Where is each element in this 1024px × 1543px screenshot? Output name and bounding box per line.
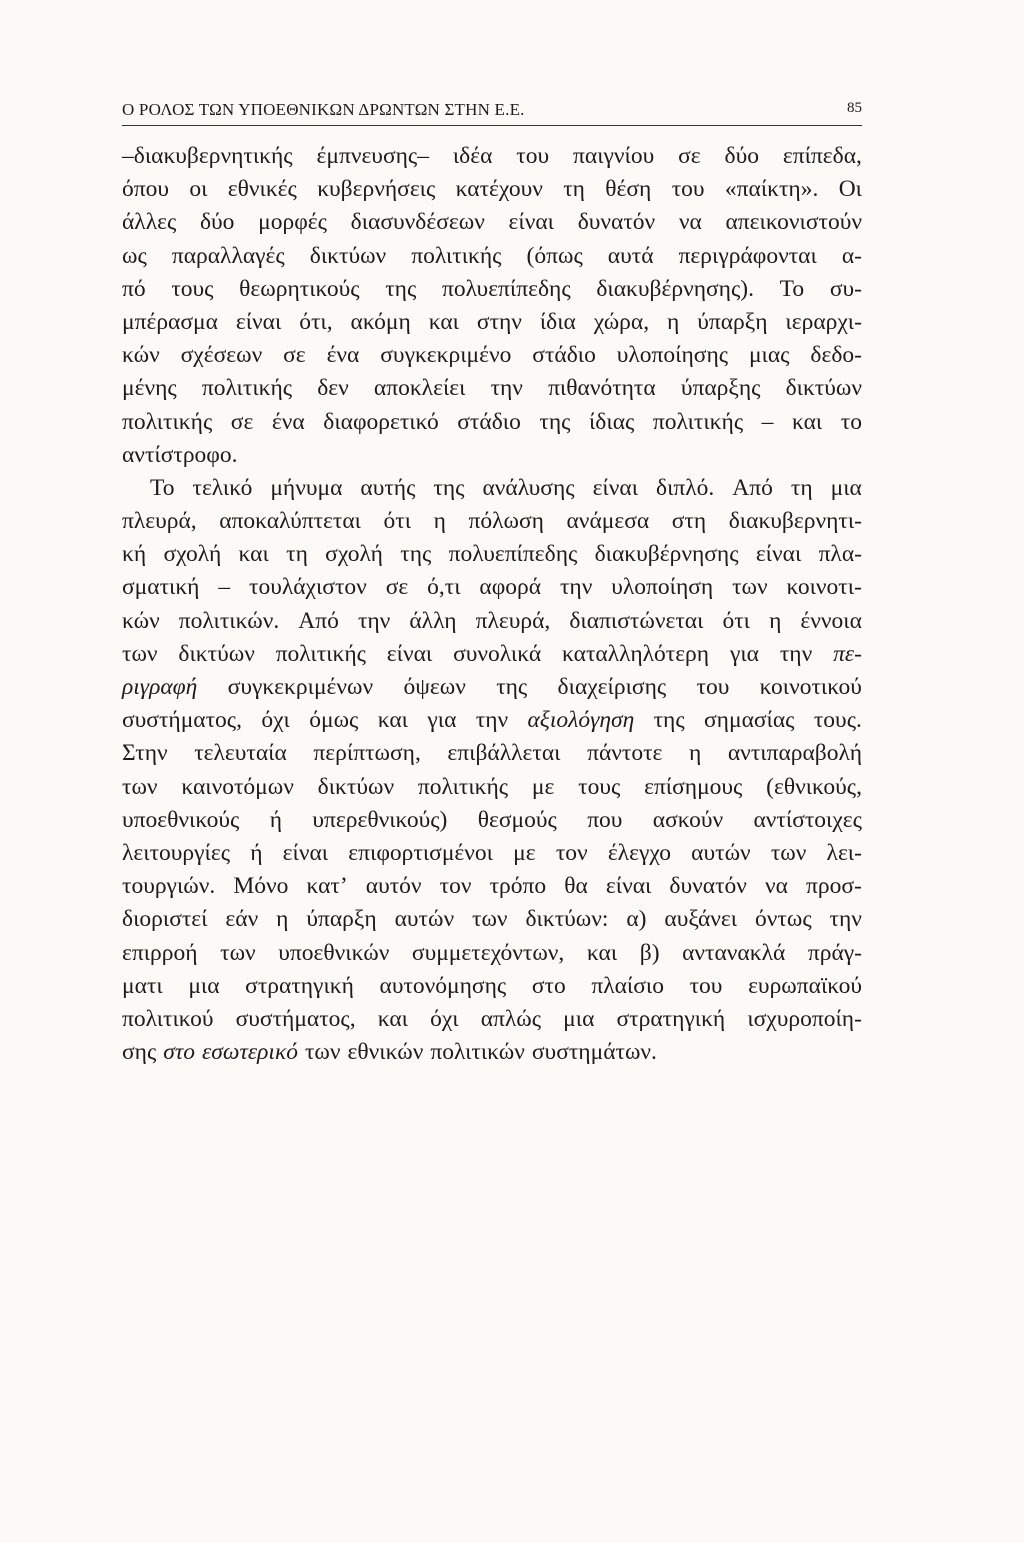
word: την — [357, 607, 391, 634]
word: συστημάτων. — [531, 1039, 657, 1066]
text-line — [122, 306, 862, 339]
word: αυτά — [607, 242, 654, 269]
word: δικτύων: — [525, 906, 609, 933]
text-line — [122, 372, 862, 405]
word: είναι — [755, 541, 802, 568]
word: υλοποίηση — [611, 574, 714, 601]
word: διαπιστώνεται — [569, 607, 704, 634]
word: να — [764, 873, 788, 900]
word: κοινοτικού — [759, 674, 862, 700]
text-line — [122, 1036, 862, 1069]
word: πλευρά, — [122, 508, 197, 535]
word: άλλες — [122, 209, 177, 236]
word: η — [276, 906, 289, 933]
word: για — [427, 707, 457, 734]
word: μήνυμα — [270, 474, 343, 501]
word: αξιολόγηση — [527, 707, 635, 734]
word: τη — [790, 474, 813, 501]
word: πράγ- — [807, 939, 862, 966]
word: υποεθνικούς — [122, 806, 240, 833]
word: ισχυροποίη- — [747, 1005, 862, 1032]
word: Οι — [838, 176, 862, 203]
text-line — [122, 538, 862, 571]
word: αυτών — [394, 906, 455, 933]
word: πόλωση — [468, 508, 544, 535]
word: συμμετεχόντων, — [411, 939, 565, 966]
word: όχι — [261, 707, 290, 734]
word: μια — [563, 1005, 595, 1032]
word: πολυεπίπεδης — [448, 541, 578, 568]
word: στάδιο — [457, 408, 521, 435]
word: σχολή — [163, 541, 222, 568]
word: δικτύων — [309, 242, 387, 269]
word: δυνατόν — [669, 873, 747, 900]
word: επιβάλλεται — [447, 740, 561, 767]
word: πολιτικής — [652, 408, 744, 435]
word: αυτονόμησης — [379, 972, 507, 999]
word: ύπαρξης — [680, 375, 761, 402]
word: αντίστροφο. — [122, 441, 238, 468]
word: των — [770, 839, 807, 866]
text-line — [122, 704, 862, 737]
word: την — [829, 906, 862, 933]
word: σε — [385, 574, 409, 601]
word: στάδιο — [532, 342, 596, 369]
word: συ- — [829, 275, 862, 302]
word: ιδέα — [452, 143, 493, 169]
word: ότι — [383, 508, 412, 535]
word: λει- — [826, 839, 862, 866]
word: να — [678, 209, 702, 236]
word: μιας — [748, 342, 790, 369]
text-line — [122, 870, 862, 903]
word: δυνατόν — [577, 209, 656, 236]
text-line — [122, 240, 862, 273]
word: δικτύων — [317, 773, 395, 800]
text-line — [122, 937, 862, 970]
word: είναι — [605, 873, 652, 900]
word: ιεραρχι- — [785, 308, 862, 335]
word: αυτής — [360, 474, 416, 501]
word: έννοια — [800, 607, 862, 634]
word: συγκεκριμένο — [380, 342, 512, 369]
word: θεσμούς — [477, 806, 557, 833]
word: των — [304, 1039, 341, 1066]
word: έμπνευσης– — [316, 143, 429, 169]
word: των — [122, 773, 158, 800]
word: πολυεπίπεδης — [441, 275, 571, 302]
word: ανάμεσα — [566, 508, 650, 535]
word: την — [779, 640, 813, 667]
word: αφορά — [479, 574, 542, 601]
word: οι — [189, 176, 208, 203]
word: Στην — [122, 740, 168, 767]
word: μένης — [122, 375, 177, 402]
word: ματι — [122, 972, 163, 999]
word: στο — [531, 972, 566, 999]
word: του — [671, 176, 705, 203]
text-line — [122, 505, 862, 538]
word: σε — [283, 342, 306, 369]
word: συστήματος, — [122, 707, 242, 734]
word: δικτύων — [785, 375, 862, 402]
word: Μόνο — [233, 873, 289, 900]
word: σημασίας — [704, 707, 795, 734]
word: σχολή — [325, 541, 383, 568]
word: χώρα, — [593, 308, 650, 335]
text-line — [122, 771, 862, 804]
word: μια — [830, 474, 862, 501]
word: των — [732, 574, 768, 601]
word: μια — [188, 972, 220, 999]
word: την — [559, 574, 593, 601]
word: στρατηγική — [616, 1005, 726, 1032]
word: εσωτερικό — [202, 1039, 298, 1066]
word: όμως — [309, 707, 359, 734]
text-line — [122, 1003, 862, 1036]
word: ή — [269, 806, 282, 833]
word: εάν — [225, 906, 259, 933]
word: τουλάχιστον — [249, 574, 367, 601]
word: και — [377, 707, 408, 734]
word: του — [696, 674, 730, 700]
word: είναι — [592, 474, 639, 501]
word: Από — [732, 474, 773, 501]
word: ασκούν — [652, 806, 724, 833]
running-title: Ο ΡΟΛΟΣ ΤΩΝ ΥΠΟΕΘΝΙΚΩΝ ΔΡΩΝΤΩΝ ΣΤΗΝ Ε.Ε. — [122, 100, 525, 119]
word: κών — [122, 342, 160, 369]
word: πολιτικής — [201, 375, 293, 402]
word: κών — [122, 607, 160, 634]
word: τους — [578, 773, 621, 800]
word: και — [428, 308, 459, 335]
word: όπου — [122, 176, 169, 203]
word: που — [587, 806, 623, 833]
word: μορφές — [258, 209, 327, 236]
text-line — [122, 140, 862, 173]
word: του — [516, 143, 550, 169]
word: κατ’ — [306, 873, 348, 900]
word: καταλληλότερη — [562, 640, 710, 667]
word: σματική — [122, 574, 200, 601]
word: υλοποίησης — [616, 342, 729, 369]
word: τη — [286, 541, 308, 568]
word: δεδο- — [810, 342, 862, 369]
word: συστήματος, — [235, 1005, 356, 1032]
word: της — [400, 541, 432, 568]
word: τη — [563, 176, 585, 203]
word: απεικονιστούν — [725, 209, 862, 236]
word: αυξάνει — [664, 906, 738, 933]
word: α) — [626, 906, 647, 933]
word: «παίκτη». — [724, 176, 819, 203]
word: κυβερνήσεις — [317, 176, 436, 203]
text-line — [122, 804, 862, 837]
word: Το — [779, 275, 805, 302]
word: (εθνικούς, — [766, 773, 862, 800]
word: διοριστεί — [122, 906, 208, 933]
word: τρόπο — [489, 873, 547, 900]
word: πολιτικών — [430, 1039, 525, 1066]
word: υποεθνικών — [278, 939, 390, 966]
word: σε — [678, 143, 701, 169]
word: σε — [230, 408, 254, 435]
word: πάντοτε — [587, 740, 663, 767]
word: ότι, — [299, 308, 333, 335]
word: η — [433, 508, 446, 535]
word: εθνικών — [347, 1039, 424, 1066]
word: μπέρασμα — [122, 308, 218, 335]
word: επιρροή — [122, 939, 198, 966]
word: θεωρητικούς — [239, 275, 360, 302]
text-line — [122, 273, 862, 306]
text-line — [122, 671, 862, 704]
word: πολιτικού — [122, 1005, 214, 1032]
word: ίδιας — [588, 408, 635, 435]
word: πολιτικών. — [178, 607, 280, 634]
word: περίπτωση, — [313, 740, 421, 767]
word: άλλη — [409, 607, 457, 634]
text-line — [122, 206, 862, 239]
word: –διακυβερνητικής — [122, 143, 293, 169]
text-line — [122, 439, 862, 472]
word: επίπεδα, — [782, 143, 862, 169]
word: ακόμη — [350, 308, 411, 335]
word: ότι — [722, 607, 750, 634]
word: πιθανότητα — [548, 375, 656, 402]
word: και — [791, 408, 823, 435]
word: παιγνίου — [573, 143, 655, 169]
word: της — [496, 674, 528, 700]
text-line — [122, 970, 862, 1003]
word: η — [688, 740, 702, 767]
word: τουργιών. — [122, 873, 216, 900]
word: προσ- — [806, 873, 862, 900]
word: τους — [171, 275, 214, 302]
word: για — [729, 640, 759, 667]
word: πολιτικής — [417, 773, 509, 800]
word: πολιτικής — [411, 242, 502, 269]
word: είναι — [386, 640, 433, 667]
word: η — [666, 308, 680, 335]
word: όψεων — [403, 674, 466, 700]
word: ίδια — [539, 308, 576, 335]
word: των — [220, 939, 256, 966]
word: β) — [639, 939, 660, 966]
word: ύπαρξη — [697, 308, 768, 335]
word: είναι — [235, 308, 282, 335]
running-header — [122, 98, 862, 126]
word: αντανακλά — [682, 939, 786, 966]
word: πό — [122, 275, 146, 302]
word: συνολικά — [453, 640, 542, 667]
word: πε- — [833, 640, 862, 667]
word: δεν — [317, 375, 349, 402]
word: σης — [122, 1039, 157, 1066]
word: σχέσεων — [180, 342, 263, 369]
text-line — [122, 903, 862, 936]
word: δύο — [199, 209, 235, 236]
word: (όπως — [526, 242, 583, 269]
word: του — [689, 972, 723, 999]
text-line — [122, 406, 862, 439]
word: της — [653, 707, 685, 734]
word: – — [218, 574, 231, 601]
word: το — [840, 408, 862, 435]
word: περιγράφονται — [678, 242, 817, 269]
word: όχι — [430, 1005, 459, 1032]
word: στη — [671, 508, 707, 535]
word: αυτών — [691, 839, 751, 866]
word: αντιπαραβολή — [727, 740, 862, 767]
word: διαφορετικό — [323, 408, 439, 435]
word: ύπαρξη — [306, 906, 377, 933]
word: α- — [841, 242, 862, 269]
word: εθνικές — [227, 176, 297, 203]
word: διπλό. — [656, 474, 715, 501]
word: τελικό — [192, 474, 253, 501]
word: πολιτικής — [275, 640, 366, 667]
word: λειτουργίες — [122, 839, 231, 866]
word: αυτόν — [365, 873, 422, 900]
word: Το — [150, 474, 175, 501]
word: και — [586, 939, 618, 966]
word: στο — [163, 1039, 196, 1066]
word: έλεγχο — [607, 839, 671, 866]
body-text — [122, 140, 862, 1069]
word: δικτύων — [178, 640, 255, 667]
word: ως — [122, 242, 147, 269]
text-line — [122, 605, 862, 638]
word: διαχείρισης — [557, 674, 667, 700]
word: τους. — [813, 707, 862, 734]
word: της — [539, 408, 571, 435]
word: Από — [298, 607, 339, 634]
word: απλώς — [480, 1005, 542, 1032]
text-line — [122, 472, 862, 505]
word: θα — [564, 873, 588, 900]
word: αποκαλύπτεται — [219, 508, 361, 535]
word: πλα- — [818, 541, 862, 568]
word: τελευταία — [194, 740, 287, 767]
text-line — [122, 837, 862, 870]
word: κή — [122, 541, 147, 568]
text-line — [122, 737, 862, 770]
word: είναι — [508, 209, 554, 236]
page-number: 85 — [847, 100, 862, 116]
word: ριγραφή — [122, 674, 198, 700]
word: τον — [439, 873, 472, 900]
word: αντίστοιχες — [753, 806, 862, 833]
word: την — [490, 375, 523, 402]
word: είναι — [282, 839, 329, 866]
word: επιφορτισμένοι — [348, 839, 493, 866]
word: διακυβερνητι- — [728, 508, 862, 535]
word: δύο — [724, 143, 759, 169]
word: καινοτόμων — [181, 773, 294, 800]
word: – — [761, 408, 774, 435]
word: θέση — [605, 176, 652, 203]
word: ευρωπαϊκού — [748, 972, 862, 999]
word: των — [472, 906, 508, 933]
word: των — [122, 640, 158, 667]
word: και — [238, 541, 269, 568]
word: η — [769, 607, 782, 634]
word: με — [513, 839, 536, 866]
word: ανάλυσης — [482, 474, 575, 501]
word: τον — [555, 839, 588, 866]
word: την — [475, 707, 509, 734]
word: επίσημους — [644, 773, 743, 800]
word: κοινοτι- — [786, 574, 862, 601]
word: και — [377, 1005, 408, 1032]
word: στην — [476, 308, 522, 335]
text-line — [122, 638, 862, 671]
word: διακυβέρνησης — [594, 541, 739, 568]
word: με — [531, 773, 555, 800]
word: διασυνδέσεων — [350, 209, 485, 236]
word: στρατηγική — [245, 972, 354, 999]
word: ένα — [326, 342, 360, 369]
word: ένα — [271, 408, 305, 435]
text-line — [122, 571, 862, 604]
word: συγκεκριμένων — [227, 674, 374, 700]
word: της — [385, 275, 417, 302]
word: της — [433, 474, 465, 501]
word: πλευρά, — [475, 607, 551, 634]
text-line — [122, 173, 862, 206]
word: υπερεθνικούς) — [312, 806, 448, 833]
word: παραλλαγές — [171, 242, 285, 269]
word: ό,τι — [427, 574, 461, 601]
word: πολιτικής — [122, 408, 213, 435]
word: ή — [250, 839, 263, 866]
word: όντως — [755, 906, 812, 933]
word: πλαίσιο — [591, 972, 664, 999]
text-line — [122, 339, 862, 372]
word: διακυβέρνησης). — [596, 275, 754, 302]
word: αποκλείει — [373, 375, 466, 402]
word: κατέχουν — [455, 176, 543, 203]
